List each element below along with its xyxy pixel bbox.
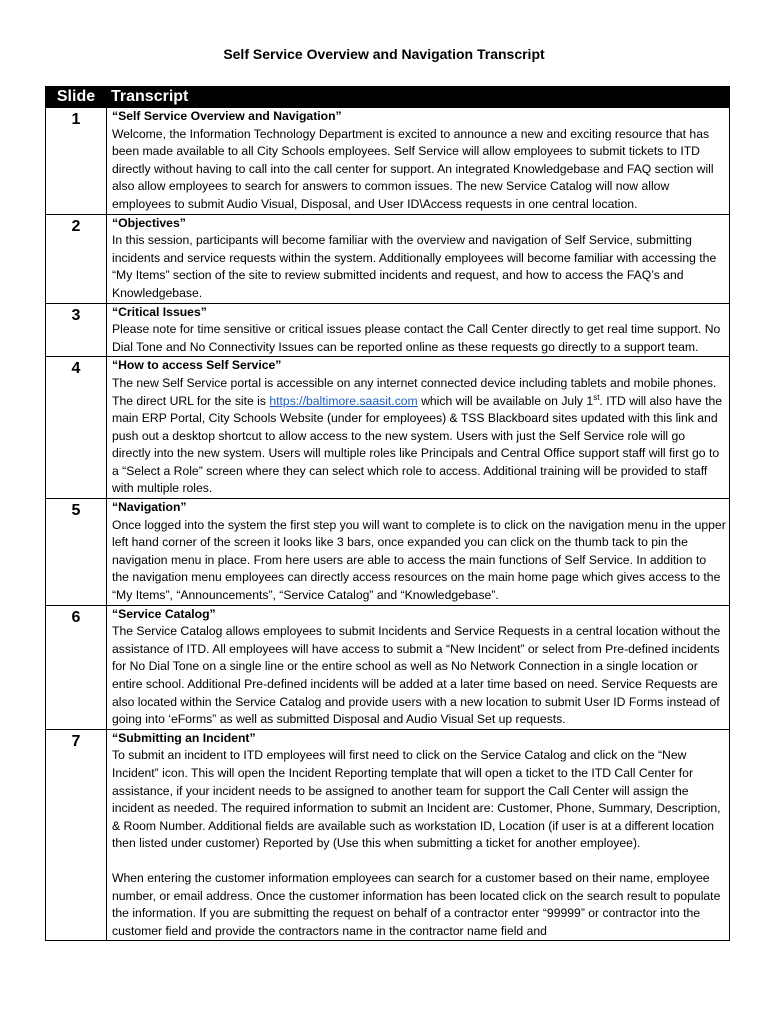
table-row [46,214,730,303]
slide-body: Once logged into the system the first step you will want to complete is to click on the navigation menu in the upper left hand corner of the screen it looks like 3 bars, once expanded you can click on the thumb tack to pin the navigation menu in place. From here users are able to access the main functions of Self Service. In addition to the navigation menu employees can directly access resources on the main home page which gives access to the “My Items”, “Announcements”, “Service Catalog” and “Knowledgebase”. [112,517,726,603]
slide-body: In this session, participants will become familiar with the overview and navigation of Self Service, submitting incidents and service requests within the system. Additionally employees will become familiar with accessing the “My Items” section of the site to review submitted incidents and request, and how to access the FAQ’s and Knowledgebase. [112,233,717,300]
table-row [46,108,730,215]
slide-number: 2 [46,214,107,303]
slide-number: 5 [46,499,107,606]
header-transcript: Transcript [107,87,730,108]
table-row [46,605,730,729]
table-row [46,729,730,941]
slide-number: 4 [46,357,107,499]
slide-number: 6 [46,605,107,729]
body-text: . ITD will also have the main ERP Portal, City Schools Website (under for employees) & TSS Blackboard sites updated with this link and push out a desktop shortcut to allow access to the new system. Users with just the Self Service role will go directly into the new system. Users will multiple roles like Principals and Central Office support staff will first go to a “Select a Role” screen where they can select which role to access. Additional training will be provided to staff with multiple roles. [112,393,723,496]
slide-body-continued: When entering the customer information employees can search for a customer based on their name, employee number, or email address. Once the customer information has been located click on the search result to populate the information. If you are submitting the request on behalf of a contractor enter “99999” or contractor into the customer field and provide the contractors name in the contractor name field and [112,870,721,938]
slide-title: “Submitting an Incident” [112,730,256,745]
transcript-cell [107,357,730,499]
transcript-cell [107,214,730,303]
portal-url-link[interactable]: https://baltimore.saasit.com [269,393,418,408]
paragraph-gap [112,853,726,870]
transcript-cell [107,499,730,606]
table-row [46,303,730,357]
slide-body: Please note for time sensitive or critical issues please contact the Call Center directly to get real time support. No Dial Tone and No Connectivity Issues can be reported online as these requests go directly to a support team. [112,322,721,354]
slide-title: “Critical Issues” [112,304,207,319]
slide-title: “Self Service Overview and Navigation” [112,109,342,123]
slide-number: 7 [46,729,107,941]
slide-title: “Objectives” [112,215,186,230]
slide-number: 1 [46,108,107,215]
slide-title: “How to access Self Service” [112,358,282,373]
table-row [46,499,730,606]
slide-body: To submit an incident to ITD employees will first need to click on the Service Catalog and click on the “New Incident” icon. This will open the Incident Reporting template that will open a ticket to the ITD Call Center for assistance, if your incident needs to be assigned to another team for support the Call Center will assign the incident as needed. The required information to submit an Incident are: Customer, Phone, Summary, Description, & Room Number. Additional fields are available such as workstation ID, Location (if user is at a different location then listed under customer) Reported by (Use this when submitting a ticket for another employee). [112,748,721,851]
slide-number: 3 [46,303,107,357]
slide-body: Welcome, the Information Technology Department is excited to announce a new and exciting resource that has been made available to all City Schools employees. Self Service will allow employees to submit tickets to ITD directly without having to call into the call center for support. An integrated Knowledgebase and FAQ section will also allow employees to search for answers to common issues. The new Service Catalog will now allow employees to submit Audio Visual, Disposal, and User ID\Access requests in one central location. [112,126,714,211]
table-header-row [46,87,730,108]
slide-title: “Navigation” [112,500,187,515]
transcript-cell [107,108,730,215]
slide-body: The Service Catalog allows employees to submit Incidents and Service Requests in a central location without the assistance of ITD. All employees will have access to submit a “New Incident” or select from Pre-defined incidents for No Dial Tone on a single line or the entire school as well as No Network Connection in a single location or entire school. Additional Pre-defined incidents will be added at a later time based on need. Service Requests are also located within the Service Catalog and provide users with a new location to submit User ID Forms instead of going into ‘eForms” as well as submitted Disposal and Audio Visual Set up requests. [112,624,721,727]
transcript-cell [107,605,730,729]
table-row [46,357,730,499]
slide-body [112,375,726,498]
slide-title: “Service Catalog” [112,606,216,621]
transcript-cell [107,303,730,357]
ordinal-suffix: st [593,392,600,402]
document-title: Self Service Overview and Navigation Transcript [223,46,545,62]
body-text: which will be available on July 1 [417,393,594,408]
header-slide: Slide [46,87,107,108]
transcript-table [45,86,730,941]
body-text: The new Self Service portal is accessible on any internet connected device including tablets and mobile phones. The direct URL for the site is [112,375,717,408]
transcript-cell [107,729,730,941]
